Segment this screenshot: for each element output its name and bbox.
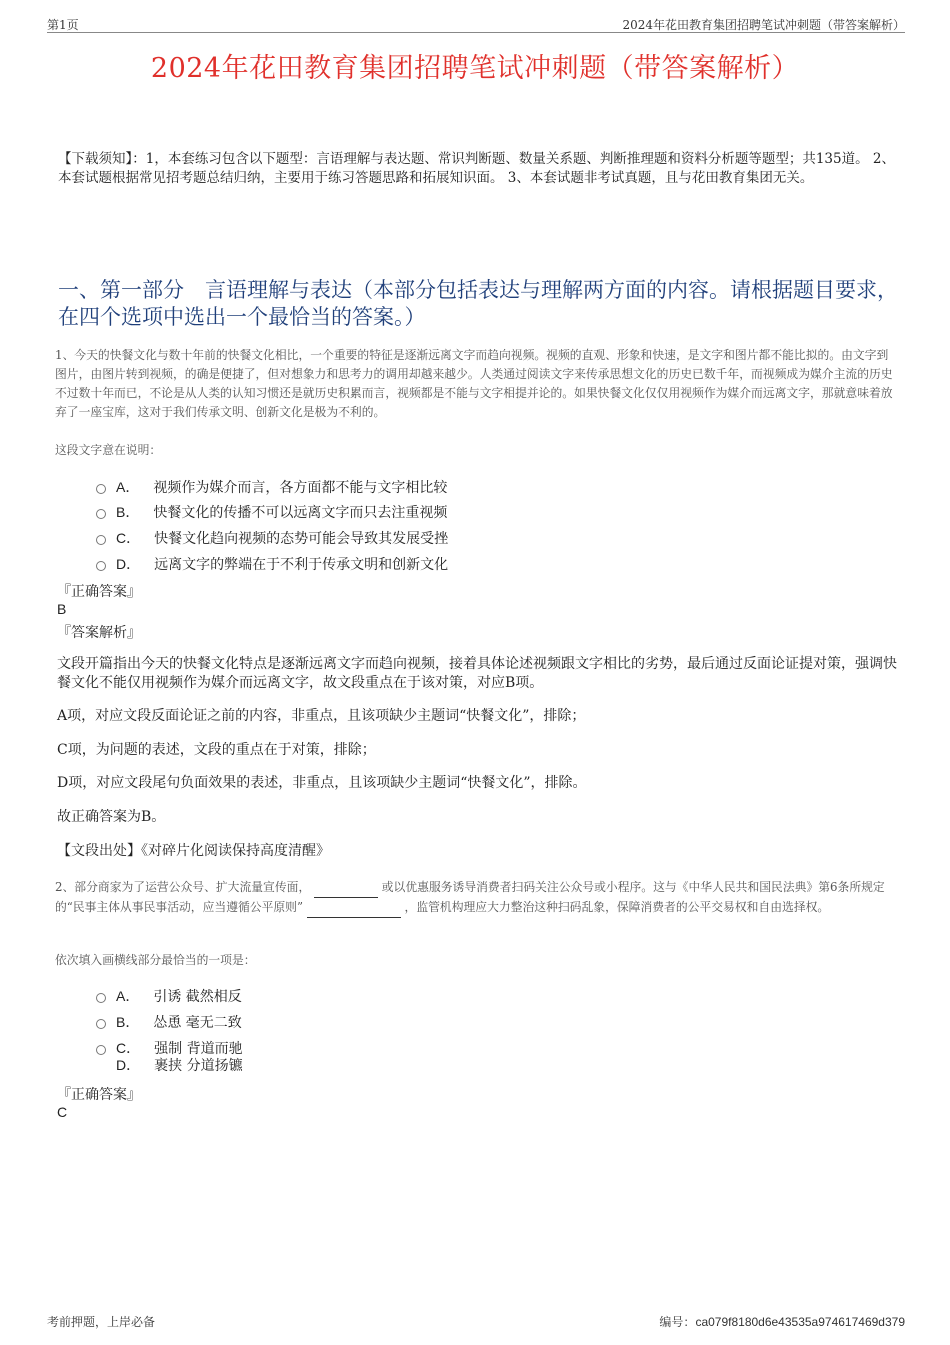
page-number: 第1页 — [47, 18, 79, 32]
q1-analysis-paragraph: A项，对应文段反面论证之前的内容，非重点，且该项缺少主题词“快餐文化”，排除； — [57, 708, 586, 724]
radio-icon[interactable] — [96, 484, 106, 494]
question-2-text-part3: ，监管机构理应大力整治这种扫码乱象，保障消费者的公平交易权和自由选择权。 — [404, 900, 830, 914]
option-letter: B． — [116, 504, 140, 520]
option-text: 引诱 截然相反 — [153, 989, 242, 1005]
radio-icon[interactable] — [96, 993, 106, 1003]
q1-option-d[interactable] — [96, 554, 448, 574]
option-text: 裹挟 分道扬镳 — [154, 1058, 243, 1074]
q2-answer-label: 『正确答案』 — [57, 1087, 141, 1103]
option-letter: A． — [116, 988, 140, 1004]
option-letter: D． — [116, 1057, 141, 1073]
q1-analysis-paragraph: 文段开篇指出今天的快餐文化特点是逐渐远离文字而趋向视频，接着具体论述视频跟文字相比的劣势，最后通过反面论证提对策，强调快餐文化不能仅用视频作为媒介而远离文字，故文段重点在于该对策，对应B项。 — [57, 656, 897, 691]
option-letter: A． — [116, 479, 140, 495]
option-text: 怂恿 毫无二致 — [153, 1015, 242, 1031]
question-1-text: 1、今天的快餐文化与数十年前的快餐文化相比，一个重要的特征是逐渐远离文字而趋向视频。视频的直观、形象和快速，是文字和图片都不能比拟的。由文字到图片，由图片转到视频，的确是便捷了，但对想象力和思考力的调用却越来越少。人类通过阅读文字来传承思想文化的历史已数千年，而视频成为媒介主流的历史不过数十年而已，不论是从人类的认知习惯还是就历史积累而言，视频都是不能与文字相提并论的。如果快餐文化仅仅用视频作为媒介而远离文字，那就意味着放弃了一座宝库，这对于我们传承文明、创新文化是极为不利的。 — [55, 348, 893, 419]
footer-code-label: 编号： — [659, 1315, 696, 1329]
q1-option-a[interactable] — [96, 477, 447, 497]
question-2-text-part1: 2、部分商家为了运营公众号、扩大流量宣传面， — [55, 880, 311, 894]
q2-option-a[interactable] — [96, 986, 242, 1006]
footer-code-value: ca079f8180d6e43535a974617469d379 — [695, 1315, 905, 1329]
option-text: 远离文字的弊端在于不利于传承文明和创新文化 — [154, 557, 449, 573]
radio-icon[interactable] — [96, 1045, 106, 1055]
option-letter: C． — [116, 1040, 141, 1056]
q1-analysis-paragraph: C项，为问题的表述，文段的重点在于对策，排除； — [57, 742, 376, 758]
question-2-text-part2: 或以优惠服务诱导消费者扫码关注公众号或小程序。这与《中华人民共和国民法典》第6条所规定的“民事主体从事民事活动，应当遵循公平原则” — [55, 880, 885, 914]
fill-blank-2 — [307, 898, 401, 918]
download-notice: 【下载须知】：1，本套练习包含以下题型：言语理解与表达题、常识判断题、数量关系题、判断推理题和资料分析题等题型；共135道。 2、本套试题根据常见招考题总结归纳，主要用于练习答题思路和拓展知识面。 3、本套试题非考试真题，且与花田教育集团无关。 — [58, 151, 895, 186]
radio-icon[interactable] — [96, 509, 106, 519]
q1-analysis-label: 『答案解析』 — [57, 625, 141, 641]
option-text: 快餐文化的传播不可以远离文字而只去注重视频 — [153, 505, 448, 521]
fill-blank-1 — [314, 878, 378, 898]
question-2-text — [55, 878, 900, 918]
page-header — [47, 14, 905, 33]
question-2-prompt: 依次填入画横线部分最恰当的一项是： — [55, 953, 256, 967]
q1-option-c[interactable] — [96, 528, 448, 548]
q1-option-b[interactable] — [96, 502, 447, 522]
q1-analysis-paragraph: 故正确答案为B。 — [57, 809, 166, 825]
option-letter: B． — [116, 1014, 140, 1030]
option-text: 快餐文化趋向视频的态势可能会导致其发展受挫 — [154, 531, 449, 547]
q2-option-b[interactable] — [96, 1012, 242, 1032]
footer-code — [659, 1313, 905, 1330]
option-letter: D． — [116, 556, 141, 572]
question-1-prompt: 这段文字意在说明： — [55, 443, 162, 457]
q2-answer: C — [57, 1104, 68, 1120]
q1-answer-label: 『正确答案』 — [57, 584, 141, 600]
q1-source: 【文段出处】《对碎片化阅读保持高度清醒》 — [57, 843, 330, 859]
radio-icon[interactable] — [96, 1019, 106, 1029]
header-doc-title: 2024年花田教育集团招聘笔试冲刺题（带答案解析） — [622, 18, 905, 32]
option-text: 视频作为媒介而言，各方面都不能与文字相比较 — [153, 480, 448, 496]
radio-icon[interactable] — [96, 535, 106, 545]
document-title: 2024年花田教育集团招聘笔试冲刺题（带答案解析） — [150, 53, 800, 84]
radio-icon[interactable] — [96, 561, 106, 571]
footer-slogan: 考前押题，上岸必备 — [47, 1315, 156, 1329]
q2-option-d[interactable] — [96, 1055, 243, 1075]
section-heading: 一、第一部分 言语理解与表达（本部分包括表达与理解两方面的内容。请根据题目要求，在四个选项中选出一个最恰当的答案。） — [58, 278, 898, 329]
q1-answer: B — [57, 601, 67, 617]
q1-analysis-paragraph: D项，对应文段尾句负面效果的表述，非重点，且该项缺少主题词“快餐文化”，排除。 — [57, 775, 587, 791]
option-letter: C． — [116, 530, 141, 546]
option-text: 强制 背道而驰 — [154, 1041, 243, 1057]
